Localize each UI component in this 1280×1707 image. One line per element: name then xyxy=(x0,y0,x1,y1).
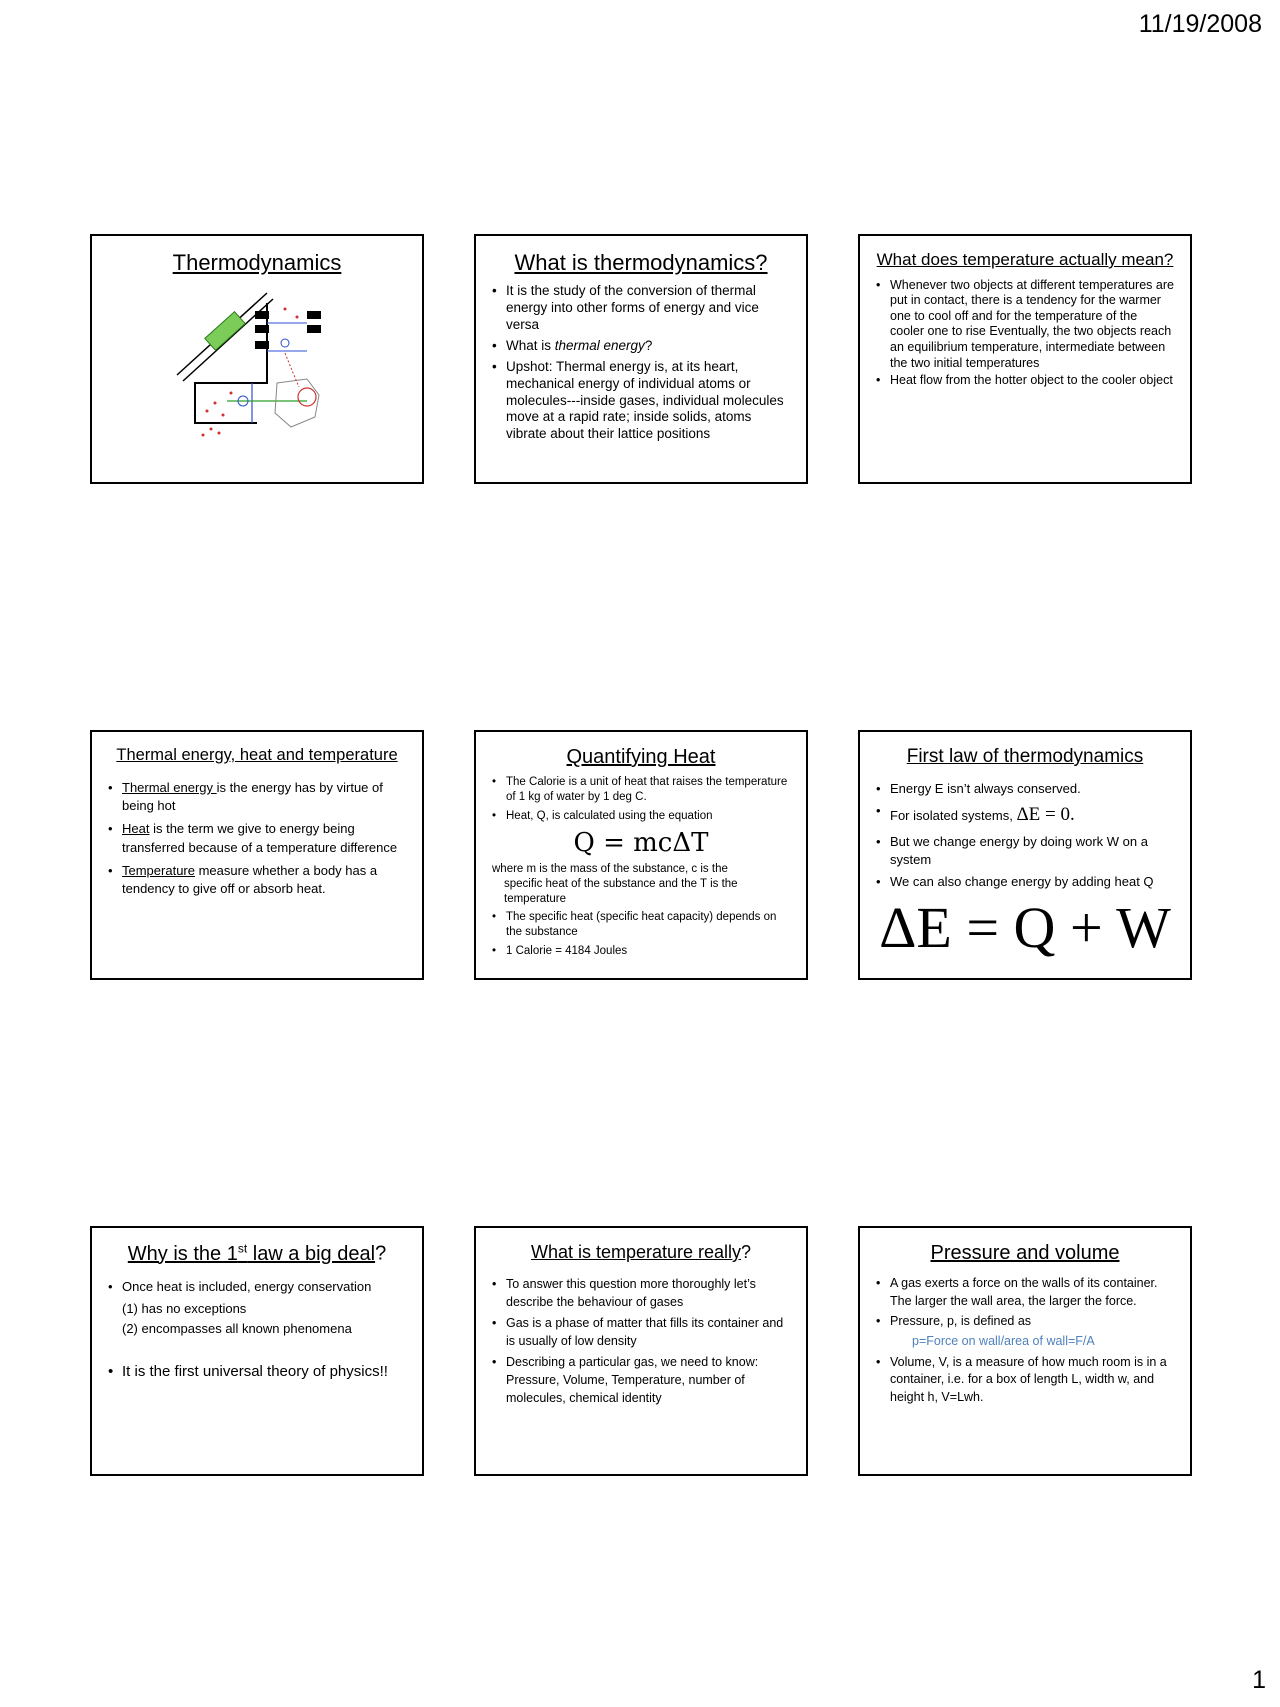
thermodynamics-diagram-image xyxy=(167,283,347,443)
bullet-list xyxy=(876,780,1174,891)
bullet-text: is the term we give to energy being transferred because of a temperature difference xyxy=(122,821,398,855)
bullet-item: • Energy E isn’t always conserved. xyxy=(876,780,1174,798)
bullet-list xyxy=(876,278,1174,389)
page-date: 11/19/2008 xyxy=(1138,10,1262,38)
bullet-item xyxy=(876,802,1174,829)
explanation-line: specific heat of the substance and the T is the temperature xyxy=(504,877,738,905)
page-number: 1 xyxy=(1252,1666,1266,1694)
heat-formula: Q = mcΔT xyxy=(573,827,709,858)
bullet-item: • Once heat is included, energy conservation xyxy=(108,1278,406,1296)
title-part: ? xyxy=(741,1242,752,1262)
title-superscript: st xyxy=(237,1241,248,1255)
term: Thermal energy xyxy=(122,779,217,795)
bullet-list xyxy=(492,910,790,959)
bullet-list xyxy=(876,1354,1174,1407)
bullet-item: • Upshot: Thermal energy is, at its heart, mechanical energy of individual atoms or molecules---inside gases, individual molecules move at a rapid rate; inside solids, atoms vibrate about their lattice positions xyxy=(492,359,790,443)
explanation-line: where m is the mass of the substance, c is the xyxy=(492,862,728,875)
slide-pressure-volume xyxy=(858,1226,1192,1476)
title-text xyxy=(128,1243,375,1265)
slide-title: Thermal energy, heat and temperature xyxy=(116,746,398,764)
slide-title: What is thermodynamics? xyxy=(514,250,768,275)
bullet-item: • It is the study of the conversion of thermal energy into other forms of energy and vice versa xyxy=(492,283,790,334)
bullet-text: measure whether a body has a tendency to give off or absorb heat. xyxy=(122,862,378,896)
slide-quantifying-heat xyxy=(474,730,808,980)
slide-what-is-thermodynamics xyxy=(474,234,808,484)
sub-item: (2) encompasses all known phenomena xyxy=(122,1320,352,1336)
bullet-item: • A gas exerts a force on the walls of its container. The larger the wall area, the larger the force. xyxy=(876,1275,1174,1310)
bullet-item: • Volume, V, is a measure of how much room is in a container, i.e. for a box of length L, width w, and height h, V=Lwh. xyxy=(876,1354,1174,1407)
term: Heat xyxy=(122,821,150,837)
bullet-item: • Whenever two objects at different temperatures are put in contact, there is a tendency for the warmer one to cool off and for the temperature of the cooler one to rise Eventually, the two objects reach an equilibrium temperature, intermediate between the two initial temperatures xyxy=(876,278,1174,372)
pressure-definition: p=Force on wall/area of wall=F/A xyxy=(912,1333,1095,1348)
slide-temperature-really xyxy=(474,1226,808,1476)
bullet-text: is the energy has by virtue of being hot xyxy=(122,779,383,814)
bullet-item xyxy=(108,779,406,815)
bullet-item: • The specific heat (specific heat capacity) depends on the substance xyxy=(492,910,790,940)
bullet-item xyxy=(108,820,406,856)
bullet-item: • 1 Calorie = 4184 Joules xyxy=(492,944,790,959)
slide-thermodynamics xyxy=(90,234,424,484)
title-part: law a big deal xyxy=(247,1242,376,1265)
bullet-item: • To answer this question more thoroughly let’s describe the behaviour of gases xyxy=(492,1275,790,1311)
bullet-list xyxy=(492,1275,790,1408)
bullet-list xyxy=(492,283,790,443)
bullet-item: • Heat, Q, is calculated using the equation xyxy=(492,809,790,824)
term: Temperature xyxy=(122,862,195,878)
bullet-list xyxy=(876,1275,1174,1331)
bullet-item: • We can also change energy by adding heat Q xyxy=(876,873,1174,891)
slide-title xyxy=(108,1242,406,1266)
sub-item: (1) has no exceptions xyxy=(122,1300,247,1316)
slide-temperature-meaning xyxy=(858,234,1192,484)
bullet-item: • Pressure, p, is defined as xyxy=(876,1313,1174,1331)
bullet-item xyxy=(108,862,406,898)
bullet-list xyxy=(108,779,406,898)
bullet-list xyxy=(108,1278,406,1296)
slide-first-law xyxy=(858,730,1192,980)
bullet-text: ? xyxy=(644,337,653,353)
title-part: ? xyxy=(375,1242,387,1265)
slide-title: Thermodynamics xyxy=(172,250,342,275)
title-part: Why is the 1 xyxy=(127,1242,238,1265)
bullet-item: • Heat flow from the hotter object to the cooler object xyxy=(876,373,1174,389)
emphasis-text: thermal energy xyxy=(554,337,645,353)
bullet-text: For isolated systems, xyxy=(890,808,1017,824)
bullet-item: • But we change energy by doing work W on a system xyxy=(876,833,1174,869)
slide-title xyxy=(492,1242,790,1263)
title-text: What is temperature really xyxy=(530,1242,742,1262)
inline-equation: ΔE = 0. xyxy=(1016,804,1075,826)
slide-title: First law of thermodynamics xyxy=(906,746,1144,767)
bullet-item: • Describing a particular gas, we need to know: Pressure, Volume, Temperature, number of molecules, chemical identity xyxy=(492,1353,790,1407)
bullet-list xyxy=(108,1361,406,1382)
bullet-item: • The Calorie is a unit of heat that raises the temperature of 1 kg of water by 1 deg C. xyxy=(492,775,790,805)
first-law-formula: ΔE = Q + W xyxy=(879,895,1171,961)
slide-first-law-big-deal xyxy=(90,1226,424,1476)
bullet-item xyxy=(492,338,790,355)
slide-title: Quantifying Heat xyxy=(566,746,716,768)
slide-title: Pressure and volume xyxy=(930,1242,1120,1264)
bullet-text: What is xyxy=(506,337,555,353)
formula-explanation xyxy=(492,862,790,907)
slide-title: What does temperature actually mean? xyxy=(876,250,1174,269)
bullet-list xyxy=(492,775,790,824)
bullet-item: • It is the first universal theory of physics!! xyxy=(108,1361,406,1382)
slide-thermal-energy-heat-temperature xyxy=(90,730,424,980)
bullet-item: • Gas is a phase of matter that fills its container and is usually of low density xyxy=(492,1314,790,1350)
